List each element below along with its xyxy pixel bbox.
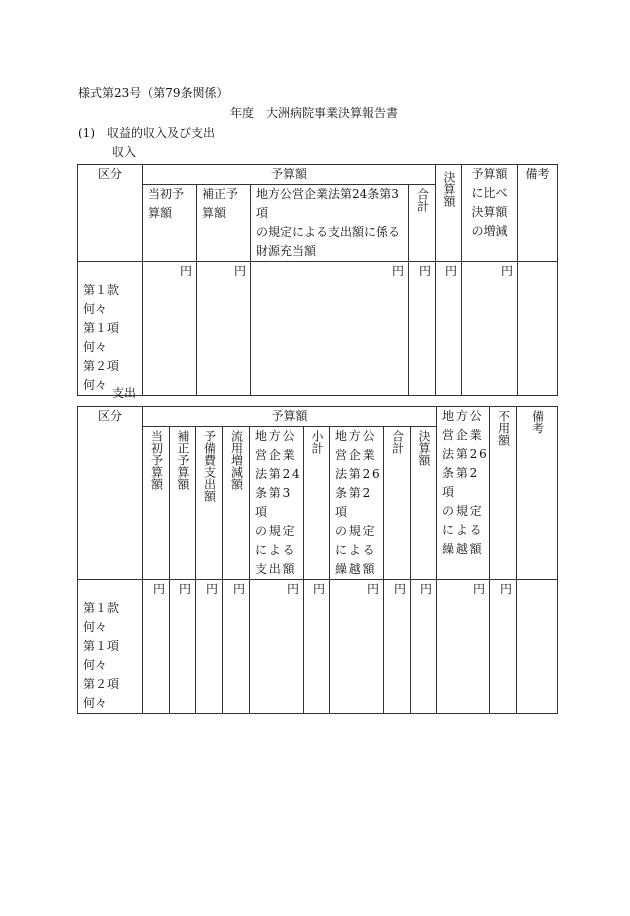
expense-ryuyou-header: 流用増減額 — [223, 427, 250, 580]
income-bikou-cell — [518, 262, 558, 396]
list-item: 第１款 — [83, 601, 120, 615]
income-kessan-header: 決算額 — [436, 165, 462, 262]
income-row-labels — [78, 262, 143, 396]
expense-row-labels — [78, 580, 143, 714]
income-yen-zougen: 円 — [462, 262, 518, 396]
expense-yen-hosei: 円 — [170, 580, 196, 714]
expense-shoukei-header: 小計 — [304, 427, 330, 580]
expense-yen-tousho: 円 — [143, 580, 170, 714]
expense-label: 支出 — [112, 386, 137, 400]
list-item: 第２項 — [83, 677, 120, 691]
income-yen-kessan: 円 — [436, 262, 462, 396]
income-yen-hosei: 円 — [197, 262, 251, 396]
list-item: 何々 — [83, 302, 108, 316]
income-bikou-header: 備考 — [518, 165, 558, 262]
income-chihou-header: 地方公営企業法第24条第3項 の規定による支出額に係る 財源充当額 — [251, 185, 409, 262]
income-zougen-header: 予算額 に比べ 決算額 の増減 — [462, 165, 518, 262]
income-goukei-header: 合計 — [409, 185, 436, 262]
expense-yen-kessan: 円 — [411, 580, 437, 714]
expense-yosan-header: 予算額 — [143, 407, 437, 427]
expense-yen-art24: 円 — [250, 580, 304, 714]
expense-yen-ryuyou: 円 — [223, 580, 250, 714]
income-table — [77, 164, 558, 396]
expense-yobihi-header: 予備費支出額 — [196, 427, 223, 580]
section-heading: (1) 収益的収入及び支出 — [78, 126, 215, 140]
income-yen-goukei: 円 — [409, 262, 436, 396]
list-item: 第１款 — [83, 283, 120, 297]
list-item: 何々 — [83, 658, 108, 672]
income-kubun-header: 区分 — [78, 165, 143, 262]
expense-yen-kurikoshi: 円 — [437, 580, 490, 714]
expense-yen-fuyou: 円 — [490, 580, 517, 714]
expense-hosei-header: 補正予算額 — [170, 427, 196, 580]
expense-yen-shoukei: 円 — [304, 580, 330, 714]
list-item: 何々 — [83, 620, 108, 634]
expense-kessan-header: 決算額 — [411, 427, 437, 580]
list-item: 第１項 — [83, 639, 120, 653]
expense-fuyou-header: 不用額 — [490, 407, 517, 580]
income-yen-chihou: 円 — [251, 262, 409, 396]
document-title: 年度 大洲病院事業決算報告書 — [230, 106, 399, 120]
expense-art24-header: 地方公 営企業 法第24 条第3項 の規定 による 支出額 — [250, 427, 304, 580]
expense-bikou-header: 備考 — [517, 407, 558, 580]
expense-tousho-header: 当初予算額 — [143, 427, 170, 580]
expense-table — [77, 406, 558, 714]
income-yosan-header: 予算額 — [143, 165, 436, 185]
expense-kubun-header: 区分 — [78, 407, 143, 580]
expense-yen-art26: 円 — [330, 580, 384, 714]
expense-yen-goukei: 円 — [384, 580, 411, 714]
expense-goukei-header: 合計 — [384, 427, 411, 580]
expense-yen-yobihi: 円 — [196, 580, 223, 714]
list-item: 第２項 — [83, 359, 120, 373]
income-hosei-header: 補正予 算額 — [197, 185, 251, 262]
expense-kurikoshi-header: 地方公 営企業 法第26 条第2項 の規定 による 繰越額 — [437, 407, 490, 580]
list-item: 何々 — [83, 696, 108, 710]
form-number: 様式第23号（第79条関係） — [78, 86, 229, 100]
income-yen-tousho: 円 — [143, 262, 197, 396]
list-item: 何々 — [83, 378, 108, 392]
income-tousho-header: 当初予 算額 — [143, 185, 197, 262]
expense-art26-header: 地方公 営企業 法第26 条第2項 の規定 による 繰越額 — [330, 427, 384, 580]
list-item: 何々 — [83, 340, 108, 354]
expense-bikou-cell — [517, 580, 558, 714]
list-item: 第１項 — [83, 321, 120, 335]
income-label: 収入 — [112, 145, 137, 159]
